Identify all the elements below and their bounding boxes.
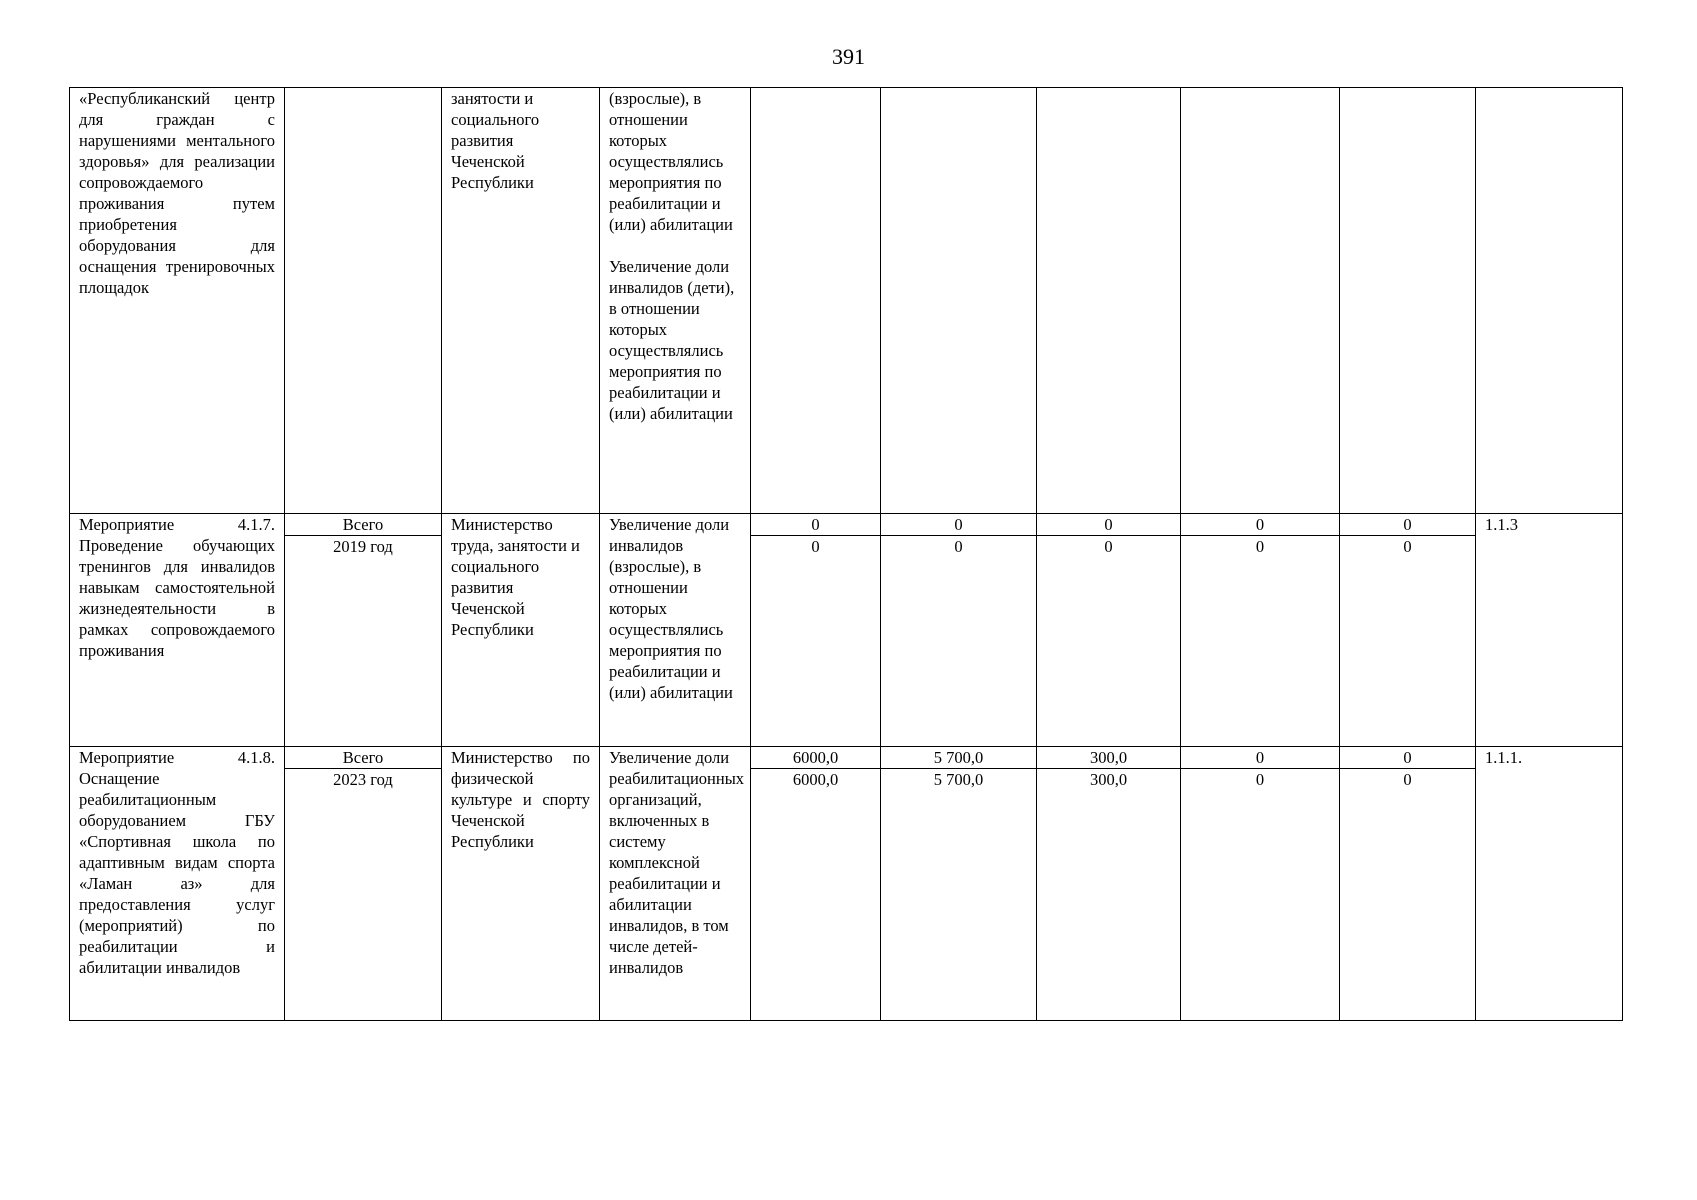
- table-row-year: [70, 769, 1623, 1021]
- value-cell: [1340, 88, 1476, 514]
- period-year-label: 2019 год: [285, 536, 442, 747]
- code-cell: 1.1.3: [1476, 514, 1623, 747]
- value-cell: [1181, 88, 1340, 514]
- value-cell: 0: [1181, 769, 1340, 1021]
- code-cell: 1.1.1.: [1476, 747, 1623, 1021]
- value-cell: 0: [881, 514, 1037, 536]
- value-cell: 0: [1037, 514, 1181, 536]
- value-cell: 0: [1340, 769, 1476, 1021]
- executor-cell: Министерство по физической культуре и спорту Чеченской Республики: [442, 747, 600, 1021]
- page-number: 391: [832, 44, 865, 69]
- table-row-year: [70, 536, 1623, 747]
- value-cell: 0: [881, 536, 1037, 747]
- value-cell: [1037, 88, 1181, 514]
- value-cell: 0: [1340, 514, 1476, 536]
- table-row-total: [70, 747, 1623, 769]
- code-cell: [1476, 88, 1623, 514]
- indicator-cell: Увеличение доли инвалидов (взрослые), в отношении которых осуществлялись мероприятия по реабилитации и (или) абилитации: [600, 514, 751, 747]
- period-total-label: Всего: [285, 747, 442, 769]
- program-table: [69, 87, 1623, 1021]
- table-row-total: [70, 514, 1623, 536]
- value-cell: 0: [1181, 747, 1340, 769]
- value-cell: 0: [751, 514, 881, 536]
- event-cell: «Республиканский центр для граждан с нарушениями ментального здоровья» для реализации сопровождаемого проживания путем приобретения оборудования для оснащения тренировочных площадок: [70, 88, 285, 514]
- value-cell: 0: [1037, 536, 1181, 747]
- value-cell: 5 700,0: [881, 769, 1037, 1021]
- event-cell: Мероприятие 4.1.7. Проведение обучающих тренингов для инвалидов навыкам самостоятельной жизнедеятельности в рамках сопровождаемого проживания: [70, 514, 285, 747]
- event-cell: Мероприятие 4.1.8. Оснащение реабилитационным оборудованием ГБУ «Спортивная школа по адаптивным видам спорта «Ламан аз» для предоставления услуг (мероприятий) по реабилитации и абилитации инвалидов: [70, 747, 285, 1021]
- executor-cell: занятости и социального развития Чеченской Республики: [442, 88, 600, 514]
- value-cell: 0: [1181, 536, 1340, 747]
- value-cell: 6000,0: [751, 747, 881, 769]
- value-cell: 6000,0: [751, 769, 881, 1021]
- indicator-cell: (взрослые), в отношении которых осуществлялись мероприятия по реабилитации и (или) абилитации Увеличение доли инвалидов (дети), в отношении которых осуществлялись мероприятия по реабилитации и (или) абилитации: [600, 88, 751, 514]
- indicator-cell: Увеличение доли реабилитационных организаций, включенных в систему комплексной реабилитации и абилитации инвалидов, в том числе детей-инвалидов: [600, 747, 751, 1021]
- table-row-continued: [70, 88, 1623, 514]
- value-cell: 5 700,0: [881, 747, 1037, 769]
- period-year-label: 2023 год: [285, 769, 442, 1021]
- value-cell: 0: [1181, 514, 1340, 536]
- value-cell: 0: [1340, 536, 1476, 747]
- period-total-label: Всего: [285, 514, 442, 536]
- value-cell: 0: [751, 536, 881, 747]
- value-cell: 300,0: [1037, 769, 1181, 1021]
- value-cell: 300,0: [1037, 747, 1181, 769]
- period-cell: [285, 88, 442, 514]
- value-cell: [751, 88, 881, 514]
- executor-cell: Министерство труда, занятости и социального развития Чеченской Республики: [442, 514, 600, 747]
- value-cell: [881, 88, 1037, 514]
- value-cell: 0: [1340, 747, 1476, 769]
